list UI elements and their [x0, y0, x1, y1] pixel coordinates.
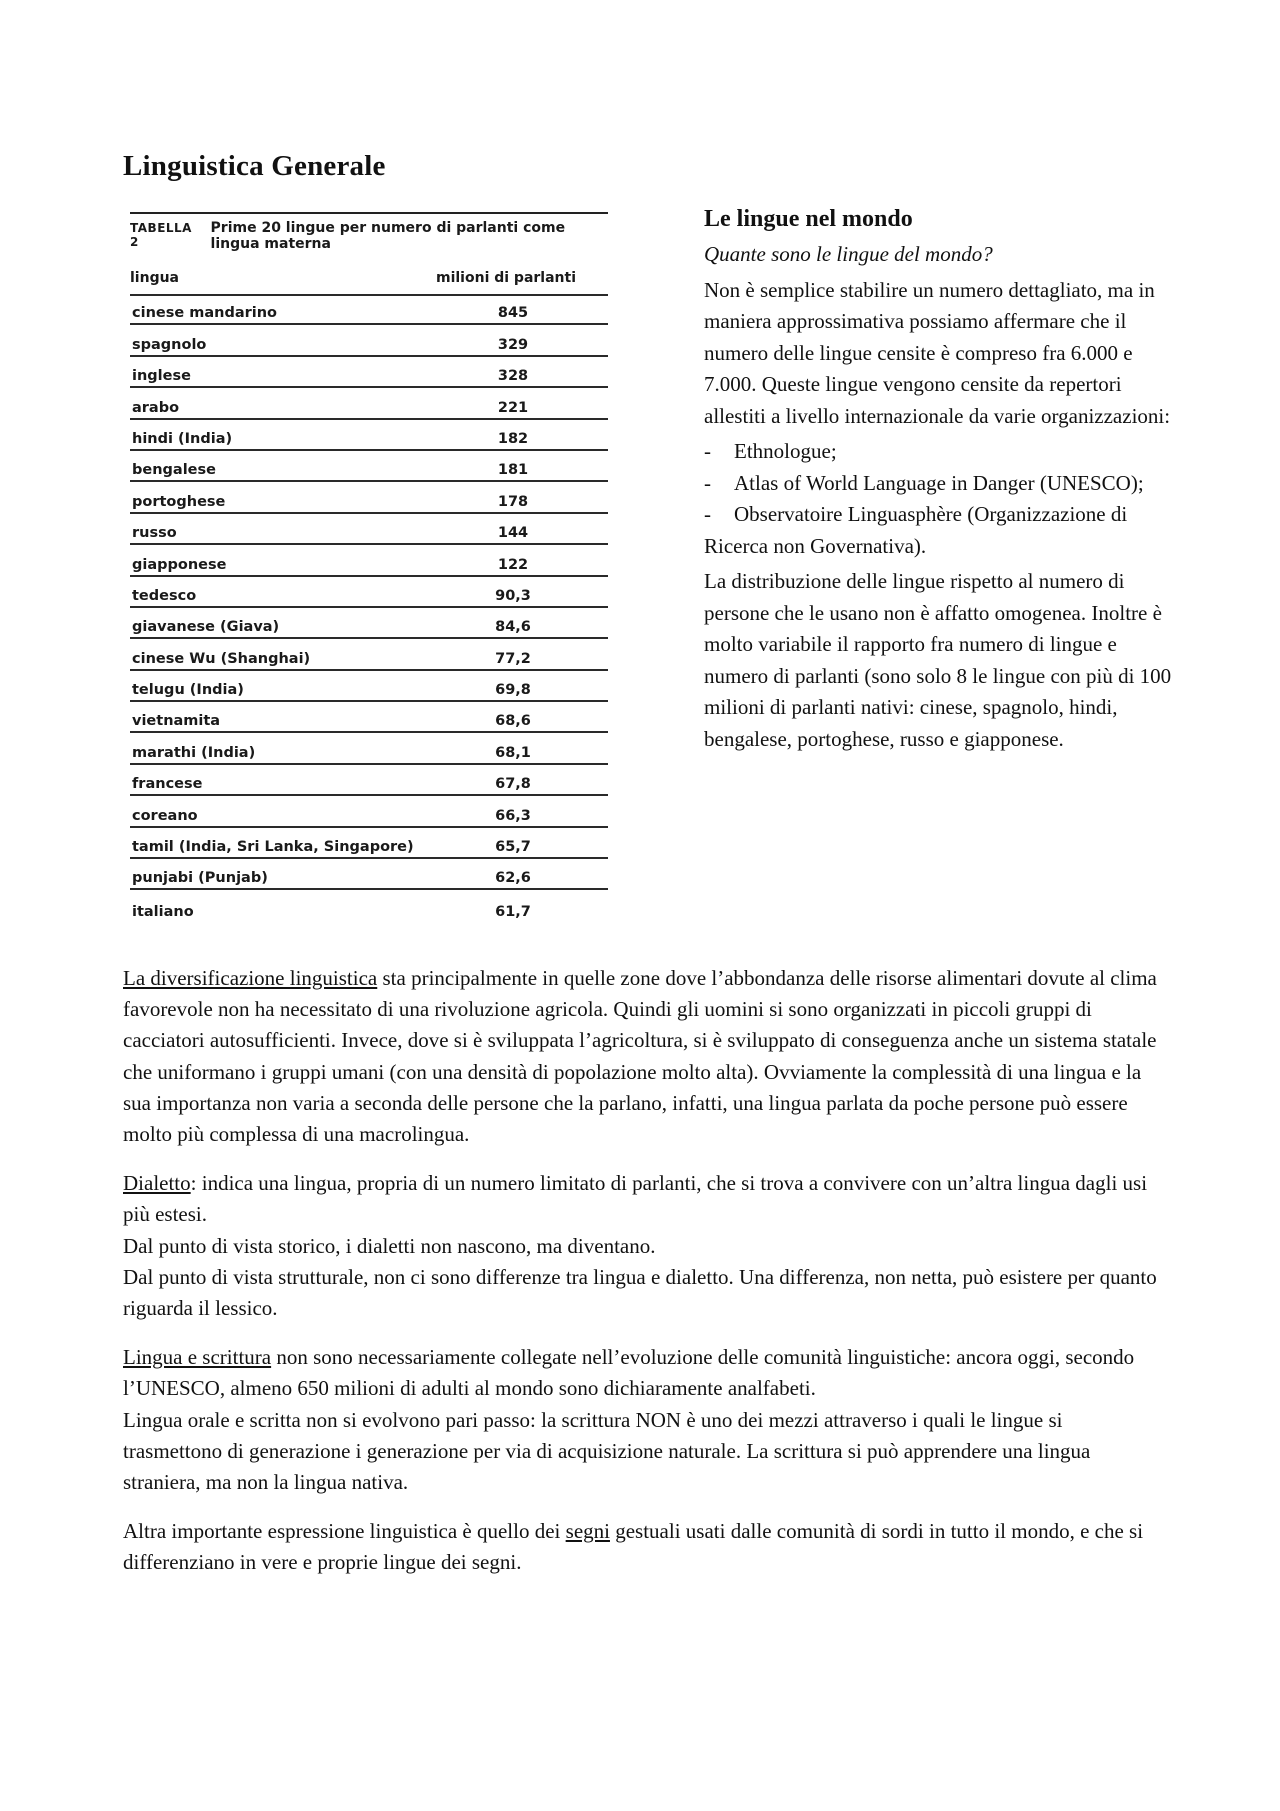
language-cell: italiano — [132, 903, 194, 920]
table-caption — [130, 220, 608, 252]
speakers-cell: 845 — [497, 305, 529, 322]
writing-text: non sono necessariamente collegate nell’evoluzione delle comunità linguistiche: ancora oggi, secondo l’UNESCO, almeno 650 milioni di adulti al mondo sono dichiaramente analfabeti. — [123, 1345, 1135, 1401]
language-cell: cinese mandarino — [132, 305, 278, 322]
section-question: Quante sono le lingue del mondo? — [704, 242, 993, 266]
main-body — [123, 963, 1163, 1597]
section-heading: Le lingue nel mondo — [704, 206, 913, 232]
language-cell: vietnamita — [132, 713, 221, 730]
language-cell: giapponese — [132, 556, 227, 573]
speakers-cell: 122 — [497, 556, 529, 573]
signs-pre: Altra importante espressione linguistica è quello dei — [123, 1519, 566, 1544]
column-header-language: lingua — [130, 270, 179, 286]
column-header-speakers: milioni di parlanti — [436, 270, 577, 286]
dialect-paragraph — [123, 1168, 1163, 1324]
language-cell: hindi (India) — [132, 430, 233, 447]
diversification-text: sta principalmente in quelle zone dove l’abbondanza delle risorse alimentari dovute al clima favorevole non ha necessitato di una rivoluzione agricola. Quindi gli uomini si sono organizzati in piccoli gruppi di cacciatori autosufficienti. Invece, dove si è sviluppata l’agricoltura, si è sviluppato di conseguenza anche un sistema statale che uniformano i gruppi umani (con una densità di popolazione molto alta). Ovviamente la complessità di una lingua e la sua importanza non varia a seconda delle persone che la parlano, infatti, una lingua parlata da poche persone può essere molto più complessa di una macrolingua. — [123, 966, 1157, 1147]
speakers-cell: 181 — [497, 462, 529, 479]
speakers-cell: 62,6 — [495, 870, 531, 887]
language-cell: francese — [132, 776, 203, 793]
language-cell: marathi (India) — [132, 744, 256, 761]
signs-paragraph — [123, 1516, 1163, 1578]
table-top-rule — [130, 212, 608, 214]
list-item-text: Observatoire Linguasphère (Organizzazione di Ricerca non Governativa). — [704, 502, 1128, 558]
table-row — [130, 702, 608, 733]
language-cell: arabo — [132, 399, 180, 416]
dialect-line-historical: Dal punto di vista storico, i dialetti non nascono, ma diventano. — [123, 1233, 656, 1258]
table-row — [130, 514, 608, 545]
speakers-cell: 69,8 — [495, 682, 531, 699]
table-caption-text: Prime 20 lingue per numero di parlanti come lingua materna — [210, 220, 566, 252]
speakers-cell: 329 — [497, 336, 529, 353]
speakers-cell: 84,6 — [495, 619, 531, 636]
list-dash: - — [704, 470, 711, 495]
speakers-cell: 65,7 — [495, 839, 531, 856]
language-cell: portoghese — [132, 493, 226, 510]
language-cell: coreano — [132, 807, 198, 824]
table-body — [130, 294, 608, 922]
list-item — [704, 468, 1174, 500]
table-row — [130, 828, 608, 859]
table-row — [130, 545, 608, 576]
list-item — [704, 499, 1174, 562]
list-item-text: Ethnologue; — [734, 439, 837, 463]
table-row — [130, 325, 608, 356]
writing-line-oral: Lingua orale e scritta non si evolvono pari passo: la scrittura NON è uno dei mezzi attraverso i quali le lingue si trasmettono di generazione i generazione per via di acquisizione naturale. La scrittura si può apprendere una lingua straniera, ma non la lingua nativa. — [123, 1407, 1091, 1495]
table-row — [130, 608, 608, 639]
table-row — [130, 671, 608, 702]
list-item-text: Atlas of World Language in Danger (UNESCO); — [734, 470, 1144, 495]
speakers-cell: 61,7 — [495, 903, 531, 920]
list-dash: - — [704, 439, 711, 463]
speakers-cell: 67,8 — [495, 776, 531, 793]
organizations-list — [704, 436, 1174, 562]
table-row — [130, 451, 608, 482]
table-tag: TABELLA 2 — [130, 221, 192, 249]
table-row — [130, 294, 608, 325]
speakers-cell: 221 — [497, 399, 529, 416]
table-row — [130, 639, 608, 670]
dialect-text: : indica una lingua, propria di un numero limitato di parlanti, che si trova a convivere con un’altra lingua dagli usi più estesi. — [123, 1171, 1148, 1227]
speakers-cell: 182 — [497, 430, 529, 447]
language-cell: inglese — [132, 368, 191, 385]
distribution-paragraph: La distribuzione delle lingue rispetto al numero di persone che le usano non è affatto omogenea. Inoltre è molto variabile il rapporto fra numero di lingue e numero di parlanti (sono solo 8 le lingue con più di 100 milioni di parlanti nativi: cinese, spagnolo, hindi, bengalese, portoghese, russo e giapponese. — [704, 569, 1172, 751]
signs-post: gestuali usati dalle comunità di sordi in tutto il mondo, e che si differenziano in vere e proprie lingue dei segni. — [123, 1519, 1144, 1575]
speakers-cell: 68,6 — [495, 713, 531, 730]
language-cell: giavanese (Giava) — [132, 619, 280, 636]
section-intro: Non è semplice stabilire un numero dettagliato, ma in maniera approssimativa possiamo affermare che il numero delle lingue censite è compreso fra 6.000 e 7.000. Queste lingue vengono censite da repertori allestiti a livello internazionale da varie organizzazioni: — [704, 277, 1171, 428]
language-cell: telugu (India) — [132, 682, 244, 699]
writing-paragraph — [123, 1342, 1163, 1498]
language-cell: spagnolo — [132, 336, 207, 353]
speakers-cell: 66,3 — [495, 807, 531, 824]
list-item — [704, 436, 1174, 468]
table-row — [130, 765, 608, 796]
dialect-term: Dialetto — [123, 1171, 191, 1196]
language-cell: russo — [132, 525, 177, 542]
language-speakers-table — [130, 212, 608, 922]
language-cell: bengalese — [132, 462, 216, 479]
speakers-cell: 68,1 — [495, 744, 531, 761]
diversification-paragraph — [123, 963, 1163, 1150]
table-row — [130, 859, 608, 890]
speakers-cell: 178 — [497, 493, 529, 510]
table-row — [130, 733, 608, 764]
table-header — [130, 270, 608, 294]
signs-term: segni — [565, 1519, 610, 1544]
list-dash: - — [704, 502, 711, 526]
table-row — [130, 420, 608, 451]
table-row — [130, 482, 608, 513]
speakers-cell: 90,3 — [495, 587, 531, 604]
table-row — [130, 357, 608, 388]
language-cell: cinese Wu (Shanghai) — [132, 650, 311, 667]
writing-term: Lingua e scrittura — [123, 1345, 272, 1370]
table-row — [130, 796, 608, 827]
language-cell: tedesco — [132, 587, 197, 604]
speakers-cell: 144 — [497, 525, 529, 542]
speakers-cell: 77,2 — [495, 650, 531, 667]
speakers-cell: 328 — [497, 368, 529, 385]
dialect-line-structural: Dal punto di vista strutturale, non ci sono differenze tra lingua e dialetto. Una differenza, non netta, può esistere per quanto riguarda il lessico. — [123, 1264, 1157, 1321]
diversification-term: La diversificazione linguistica — [123, 966, 378, 990]
table-row — [130, 890, 608, 921]
page-title: Linguistica Generale — [123, 150, 386, 182]
language-cell: tamil (India, Sri Lanka, Singapore) — [132, 839, 414, 856]
table-row — [130, 388, 608, 419]
language-cell: punjabi (Punjab) — [132, 870, 268, 887]
languages-section — [704, 203, 1174, 759]
table-row — [130, 577, 608, 608]
